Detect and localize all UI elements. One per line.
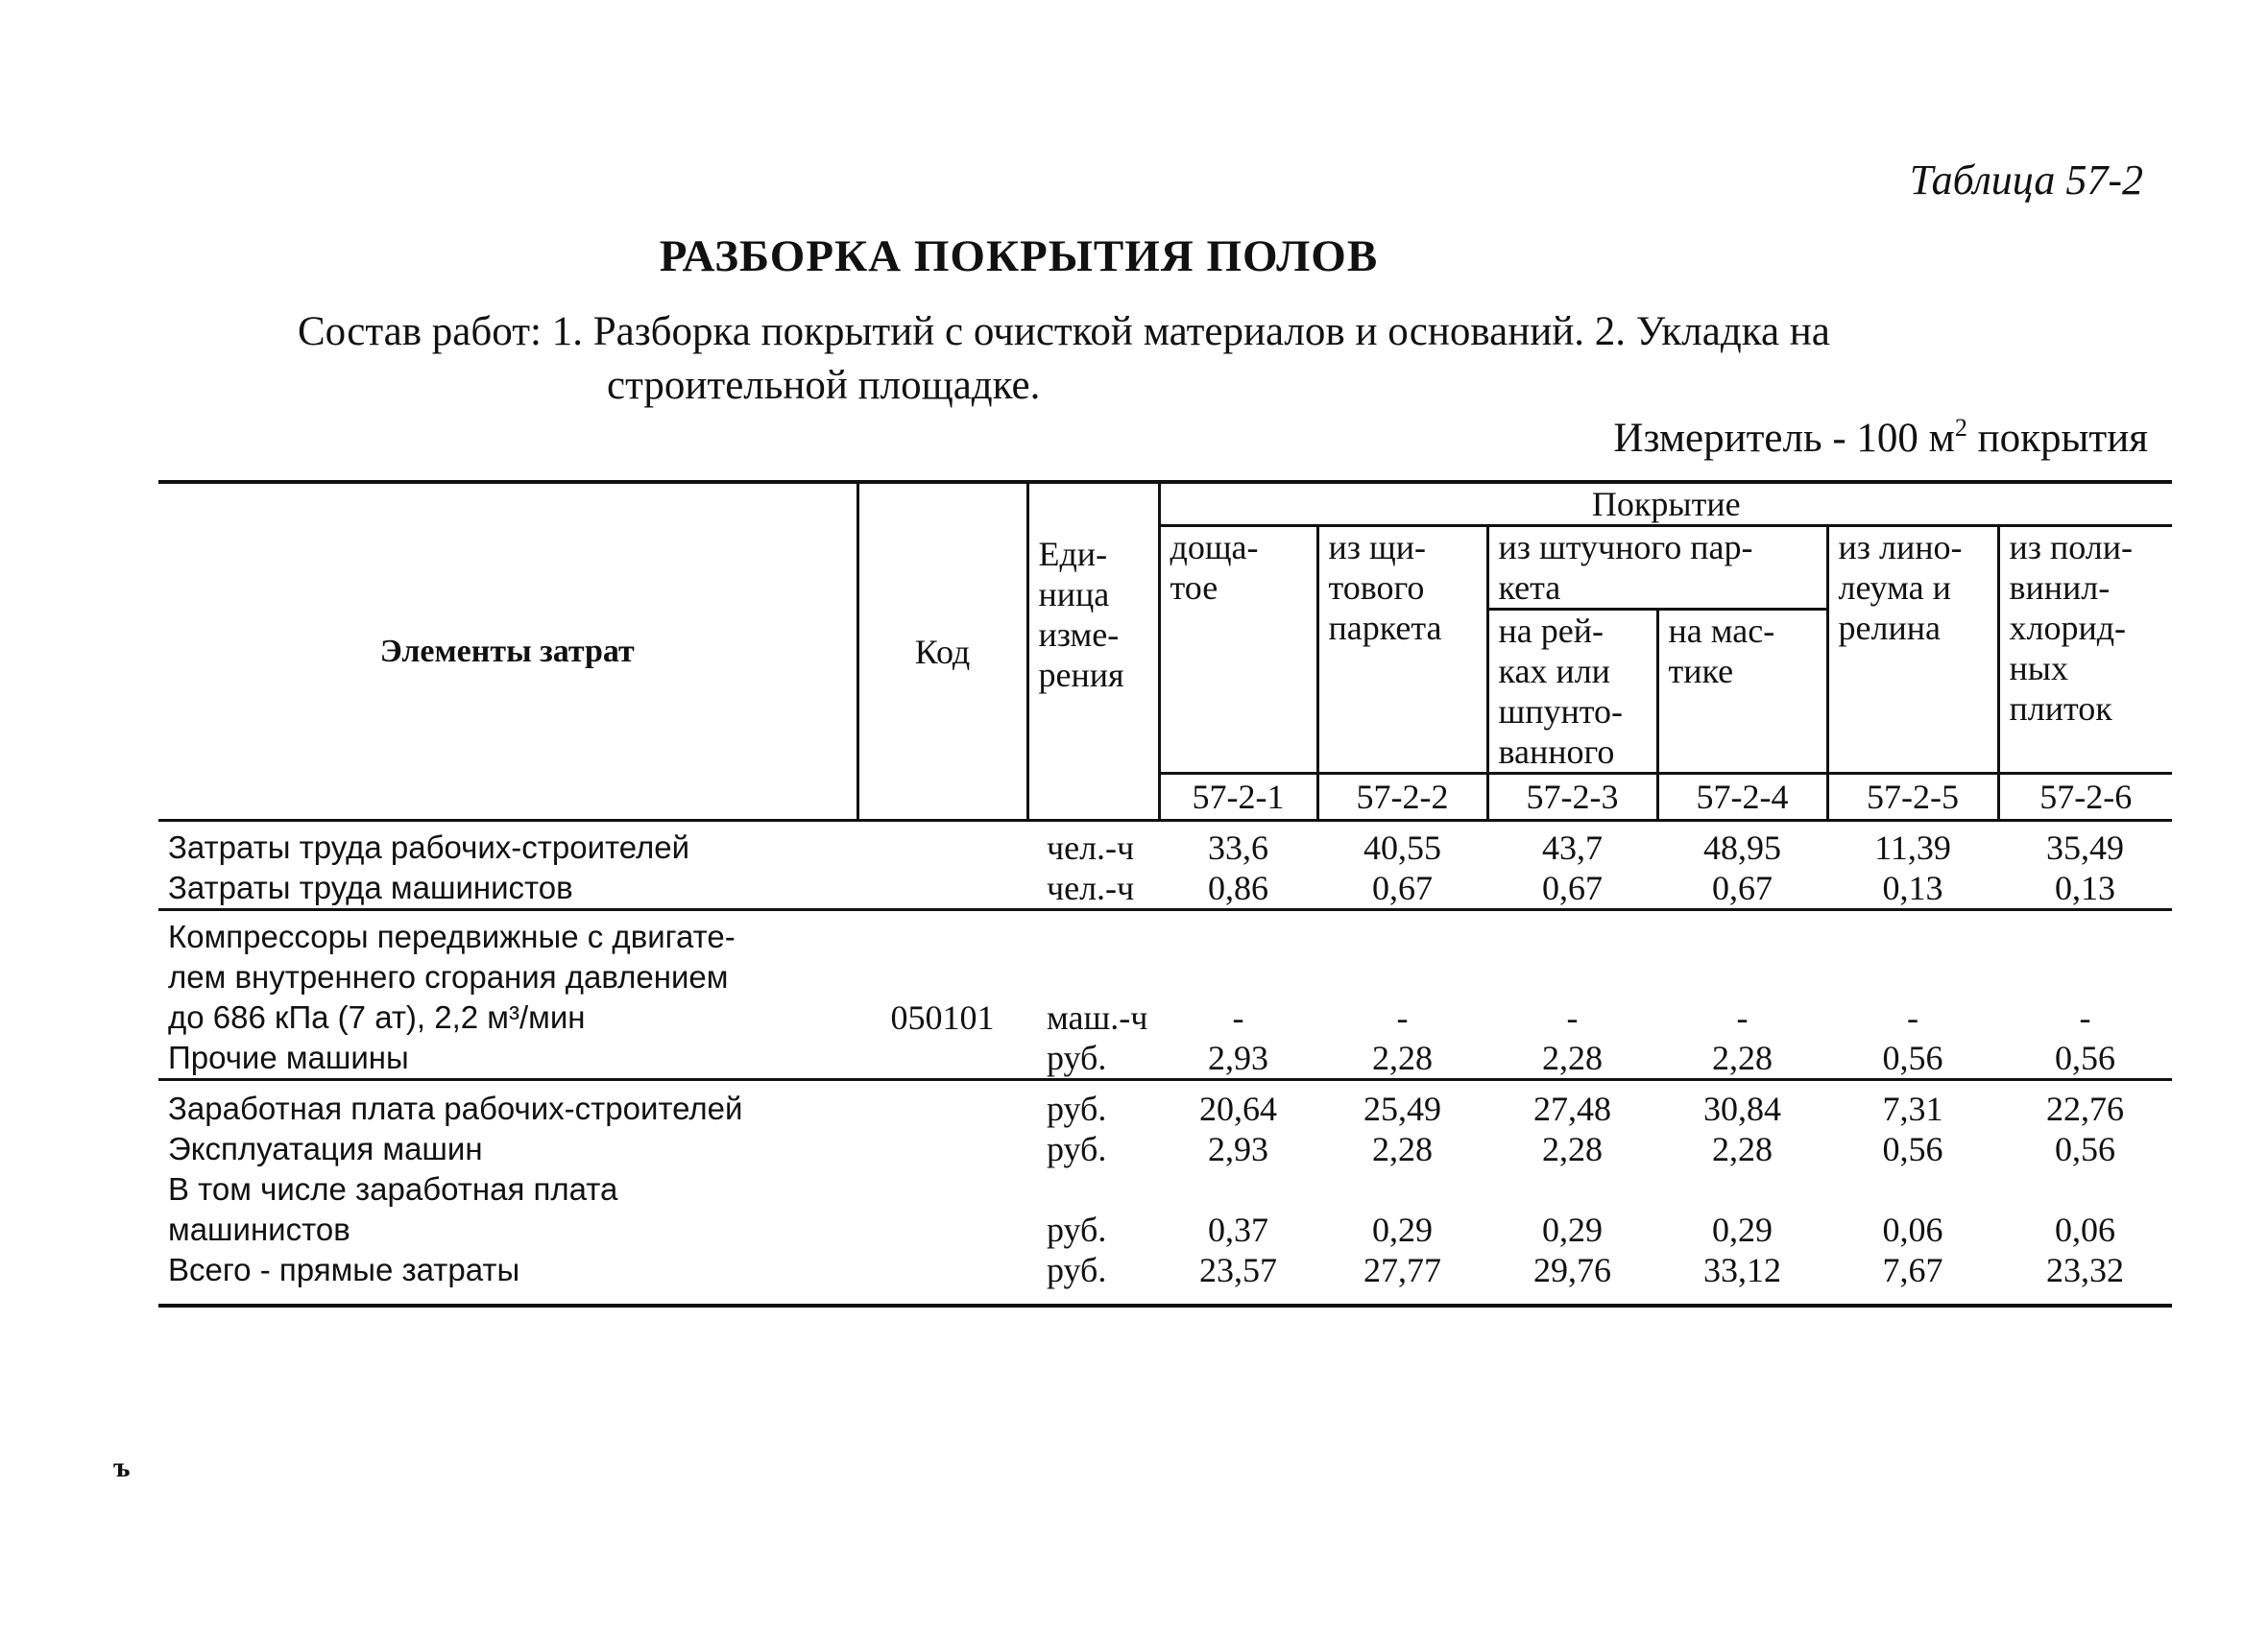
header-piece-mastic: на мас- тике bbox=[1657, 610, 1827, 774]
row-name: Всего - прямые затраты bbox=[158, 1250, 857, 1306]
table-row bbox=[158, 1080, 2172, 1130]
row-name-line: Компрессоры передвижные с двигате- bbox=[168, 919, 736, 954]
header-piece-rails: на рей- ках или шпунто- ванного bbox=[1487, 610, 1657, 774]
table-row bbox=[158, 1169, 2172, 1250]
row-value: 2,28 bbox=[1542, 1130, 1603, 1168]
meter-prefix: Измеритель - 100 м bbox=[1613, 416, 1955, 461]
row-value: 7,67 bbox=[1827, 1250, 1998, 1306]
row-value: 43,7 bbox=[1487, 821, 1657, 869]
row-unit: руб. bbox=[1047, 1211, 1107, 1249]
row-value: 0,06 bbox=[2055, 1211, 2115, 1249]
code-57-2-2: 57-2-2 bbox=[1317, 774, 1487, 821]
row-code bbox=[857, 1169, 1027, 1250]
row-value: 35,49 bbox=[1998, 821, 2172, 869]
table-row bbox=[158, 1250, 2172, 1306]
row-value: 0,29 bbox=[1712, 1211, 1773, 1249]
header-plank: доща- тое bbox=[1159, 526, 1317, 774]
row-value: 0,13 bbox=[2055, 869, 2115, 907]
row-value: - bbox=[1998, 910, 2172, 1039]
row-name-line: лем внутреннего сгорания давлением bbox=[168, 959, 729, 995]
composition-line-1 bbox=[298, 305, 2151, 359]
row-code: 050101 bbox=[857, 910, 1027, 1039]
header-covering: Покрытие bbox=[1159, 482, 2172, 526]
row-value: 0,67 bbox=[1372, 869, 1433, 907]
row-code bbox=[857, 1129, 1027, 1169]
row-value: 2,28 bbox=[1542, 1039, 1603, 1077]
row-value: 2,28 bbox=[1712, 1039, 1773, 1077]
row-value: 0,86 bbox=[1208, 869, 1268, 907]
row-value: 0,06 bbox=[1882, 1211, 1943, 1249]
composition-text-1: 1. Разборка покрытий с очисткой материалов и оснований. 2. Укладка на bbox=[551, 309, 1830, 354]
row-code bbox=[857, 1250, 1027, 1306]
row-name: Затраты труда рабочих-строителей bbox=[158, 821, 857, 869]
row-value: 22,76 bbox=[1998, 1080, 2172, 1130]
page-mark: ъ bbox=[113, 1452, 131, 1483]
row-value: 30,84 bbox=[1657, 1080, 1827, 1130]
row-value: 0,37 bbox=[1208, 1211, 1268, 1249]
meter-sup: 2 bbox=[1954, 414, 1967, 442]
row-value: 48,95 bbox=[1657, 821, 1827, 869]
row-unit: маш.-ч bbox=[1027, 910, 1159, 1039]
row-name: Затраты труда машинистов bbox=[168, 870, 573, 905]
header-code: Код bbox=[857, 482, 1027, 821]
row-name bbox=[158, 910, 857, 1039]
row-value: 20,64 bbox=[1159, 1080, 1317, 1130]
row-unit: чел.-ч bbox=[1027, 821, 1159, 869]
row-value: 0,56 bbox=[2055, 1130, 2115, 1168]
code-57-2-3: 57-2-3 bbox=[1487, 774, 1657, 821]
row-value: 27,48 bbox=[1487, 1080, 1657, 1130]
row-name-line: до 686 кПа (7 ат), 2,2 м³/мин bbox=[168, 999, 586, 1035]
header-elements: Элементы затрат bbox=[158, 482, 857, 821]
composition-line-2: строительной площадке. bbox=[607, 363, 1041, 408]
code-57-2-6: 57-2-6 bbox=[1998, 774, 2172, 821]
row-value: 0,13 bbox=[1882, 869, 1943, 907]
row-value: 0,29 bbox=[1542, 1211, 1603, 1249]
code-57-2-4: 57-2-4 bbox=[1657, 774, 1827, 821]
row-value: 27,77 bbox=[1317, 1250, 1487, 1306]
table-row bbox=[158, 868, 2172, 910]
row-value: 0,56 bbox=[1882, 1130, 1943, 1168]
row-value: 0,56 bbox=[1882, 1039, 1943, 1077]
row-value: - bbox=[1487, 910, 1657, 1039]
row-value: 2,93 bbox=[1208, 1130, 1268, 1168]
row-unit: руб. bbox=[1047, 1130, 1107, 1168]
row-unit: руб. bbox=[1027, 1080, 1159, 1130]
row-value: 23,32 bbox=[1998, 1250, 2172, 1306]
row-value: 2,28 bbox=[1372, 1039, 1433, 1077]
row-value: 11,39 bbox=[1827, 821, 1998, 869]
row-value: 25,49 bbox=[1317, 1080, 1487, 1130]
title-text: РАЗБОРКА ПОКРЫТИЯ ПОЛОВ bbox=[659, 231, 1379, 281]
row-value: - bbox=[1657, 910, 1827, 1039]
page-title bbox=[0, 230, 2268, 282]
header-unit: Еди- ница изме- рения bbox=[1027, 482, 1159, 821]
code-57-2-1: 57-2-1 bbox=[1159, 774, 1317, 821]
row-unit: руб. bbox=[1047, 1039, 1107, 1077]
row-value: - bbox=[1159, 910, 1317, 1039]
header-linoleum: из лино- леума и релина bbox=[1827, 526, 1998, 774]
row-value: - bbox=[1317, 910, 1487, 1039]
cost-table bbox=[158, 480, 2172, 1308]
row-name-line: В том числе заработная плата bbox=[168, 1171, 618, 1207]
table-row bbox=[158, 910, 2172, 1039]
row-value: 29,76 bbox=[1487, 1250, 1657, 1306]
table-row bbox=[158, 1038, 2172, 1080]
row-code bbox=[857, 868, 1027, 910]
row-value: 23,57 bbox=[1159, 1250, 1317, 1306]
composition-label: Состав работ: bbox=[298, 309, 542, 354]
row-value: 33,12 bbox=[1657, 1250, 1827, 1306]
row-value: 7,31 bbox=[1827, 1080, 1998, 1130]
row-value: 40,55 bbox=[1317, 821, 1487, 869]
row-code bbox=[857, 1038, 1027, 1080]
table-row bbox=[158, 1129, 2172, 1169]
header-pvc-tiles: из поли- винил- хлорид- ных плиток bbox=[1998, 526, 2172, 774]
row-name-line: машинистов bbox=[168, 1212, 350, 1247]
row-value: 33,6 bbox=[1159, 821, 1317, 869]
meter-suffix: покрытия bbox=[1966, 416, 2148, 461]
row-value: 0,56 bbox=[2055, 1039, 2115, 1077]
row-value: 0,67 bbox=[1712, 869, 1773, 907]
table-row bbox=[158, 821, 2172, 869]
row-value: - bbox=[1827, 910, 1998, 1039]
meter-unit bbox=[1613, 415, 2148, 462]
row-value: 2,28 bbox=[1372, 1130, 1433, 1168]
header-panel-parquet: из щи- тового паркета bbox=[1317, 526, 1487, 774]
row-code bbox=[857, 821, 1027, 869]
row-unit: чел.-ч bbox=[1047, 869, 1135, 907]
header-piece-parquet: из штучного пар- кета bbox=[1487, 526, 1827, 610]
row-name: Прочие машины bbox=[168, 1040, 409, 1075]
row-name bbox=[158, 1169, 857, 1250]
row-value: 0,67 bbox=[1542, 869, 1603, 907]
row-code bbox=[857, 1080, 1027, 1130]
row-value: 2,93 bbox=[1208, 1039, 1268, 1077]
row-value: 2,28 bbox=[1712, 1130, 1773, 1168]
row-value: 0,29 bbox=[1372, 1211, 1433, 1249]
work-composition bbox=[298, 305, 2151, 413]
table-number: Таблица 57-2 bbox=[1909, 156, 2143, 204]
row-name: Заработная плата рабочих-строителей bbox=[158, 1080, 857, 1130]
row-unit: руб. bbox=[1027, 1250, 1159, 1306]
code-57-2-5: 57-2-5 bbox=[1827, 774, 1998, 821]
row-name: Эксплуатация машин bbox=[168, 1131, 483, 1166]
